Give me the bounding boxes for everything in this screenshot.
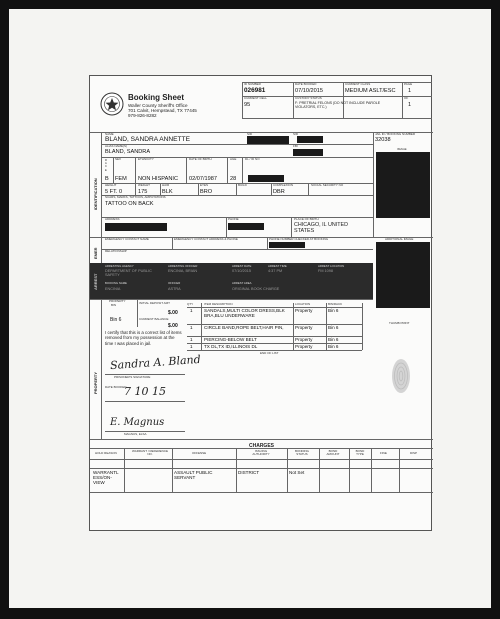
height-label: HEIGHT <box>105 183 117 187</box>
charge-hold-reason: WARRANTL ESS/ON-VIEW <box>93 470 119 485</box>
item-bin: Bin 6 <box>328 337 339 342</box>
charges-title: CHARGES <box>248 443 274 449</box>
booking-name-label: BOOKING NAME <box>105 281 127 285</box>
item-bin: Bin 6 <box>328 308 339 313</box>
sid2-label: SID <box>293 132 299 136</box>
redacted-additional-image <box>376 242 430 308</box>
current-cell-label: CURRENT CELL <box>244 96 267 100</box>
sex: FEM <box>115 176 127 182</box>
page-number: 1 <box>408 88 412 94</box>
jail-id-label: JAIL ID / BOOKING NUMBER <box>375 132 416 136</box>
current-cell: 95 <box>244 102 251 108</box>
pob-label: PLACE OF BIRTH <box>294 217 319 221</box>
eyes: BRO <box>200 189 213 195</box>
arrest-area-label: ARREST AREA <box>232 281 252 285</box>
weight: 175 <box>138 189 148 195</box>
scars: TATTOO ON BACK <box>105 201 154 207</box>
arrest-date-label: ARREST DATE <box>232 264 252 268</box>
emergency-section-label: EMER <box>93 247 98 259</box>
race-label: R A C E <box>105 159 107 172</box>
disp-header: DISP <box>410 451 418 455</box>
property-section-label: PROPERTY <box>93 371 98 394</box>
certification-text: I certify that this is a correct list of items removed from my possession at the time I was placed in jail. <box>105 330 182 346</box>
arresting-agency-label: ARRESTING AGENCY <box>105 264 134 268</box>
paper-sheet <box>9 9 491 608</box>
dl-label: DL / ID NO <box>245 157 260 161</box>
sex-label: SEX <box>115 157 122 161</box>
scars-label: SCARS, MARKS, TATTOOS, AMPUTATIONS <box>105 195 166 199</box>
dob-label: DATE OF BIRTH <box>189 157 212 161</box>
prisoner-signature: Sandra A. Bland <box>109 352 202 373</box>
charge-offense: ASSAULT PUBLIC SERVANT <box>174 470 213 480</box>
prisoner-signature-label: PRISONER'S SIGNATURE <box>114 375 151 379</box>
officer-label: OFFICER <box>168 281 181 285</box>
balance-label: CURRENT BALANCE <box>139 317 169 321</box>
item-location: Property <box>295 337 313 342</box>
item-bin: Bin 6 <box>328 344 339 349</box>
bond-type-header: BOND TYPE <box>355 449 365 456</box>
bonding-status-header: BONDING STATUS <box>294 449 309 456</box>
arrest-section-label: ARREST <box>93 273 98 290</box>
item-qty: 1 <box>190 337 193 342</box>
dob: 02/07/1987 <box>189 176 217 182</box>
bin-label: BIN <box>111 303 117 307</box>
build-label: BUILD <box>238 183 247 187</box>
deposit-label: INITIAL DEPOSIT AMT <box>139 301 171 305</box>
item-description: SANDALS,MULTI COLOR DRESS,BLK BRA,BLU UNDERWARE <box>204 308 285 318</box>
phone-label: PHONE <box>228 217 239 221</box>
arresting-officer-label: ARRESTING OFFICER <box>168 264 198 268</box>
arresting-agency: DEPARTMENT OF PUBLIC SAFETY <box>105 269 152 277</box>
page-label: PAGE <box>404 82 413 86</box>
redaction <box>247 136 289 144</box>
thumb-print-label: THUMB PRINT <box>389 321 410 325</box>
item-description: CIRCLE BAND,ROPE BELT,HAIR PIN, <box>204 325 284 330</box>
current-class: MEDIUM ASLT/ESC <box>345 88 396 94</box>
redaction <box>269 242 305 248</box>
bin-header: BIN/RACK <box>328 302 343 306</box>
office-phone: 979-826-8282 <box>128 113 157 118</box>
item-location: Property <box>295 344 313 349</box>
officer-name: MAGNUS, ELSA <box>124 432 147 436</box>
issuing-authority-header: ISSUING AUTHORITY <box>252 449 270 456</box>
balance: $.00 <box>168 323 178 329</box>
phone-checked-label: PHONE NUMBER CHECKED AT BOOKING <box>269 237 329 241</box>
item-location: Property <box>295 325 313 330</box>
item-qty: 1 <box>190 308 193 313</box>
item-description: PIERCING-BELOW BELT <box>204 337 257 342</box>
desc-header: ITEM DESCRIPTION <box>204 302 233 306</box>
offense-header: OFFENSE <box>192 451 207 455</box>
item-location: Property <box>295 308 313 313</box>
address-label: ADDRESS <box>105 217 120 221</box>
arrest-location: FM 1098 <box>318 269 333 273</box>
race: B <box>105 176 109 182</box>
weight-label: WEIGHT <box>138 183 150 187</box>
officer: ASTRA <box>168 287 181 291</box>
bin: Bin 6 <box>110 317 122 323</box>
complexion: DBR <box>273 189 285 195</box>
qty-header: QTY <box>187 302 194 306</box>
charge-bonding-status: Not Set <box>289 470 305 475</box>
ssn-label: SOCIAL SECURITY NO <box>311 183 344 187</box>
page-of: 1 <box>408 102 412 108</box>
property-label: PROPERTY <box>109 299 126 303</box>
date-booked-hand-label: DATE BOOKED <box>105 385 127 389</box>
location-header: LOCATION <box>295 302 311 306</box>
aka-label: ALIAS NAME(S) <box>105 144 128 148</box>
age: 28 <box>230 176 237 182</box>
of-label: OF <box>404 96 409 100</box>
item-bin: Bin 6 <box>328 325 339 330</box>
item-description: TX DL,TX ID,ILLINOIS DL <box>204 344 258 349</box>
hold-reason-header: HOLD REASON <box>95 451 117 455</box>
redaction <box>105 223 167 231</box>
end-of-list: END OF LIST <box>260 351 279 355</box>
handwritten-date: 7 10 15 <box>124 385 166 398</box>
inmate-name: BLAND, SANDRA ANNETTE <box>105 136 191 143</box>
booking-form <box>89 75 432 531</box>
hair-label: HAIR <box>162 183 170 187</box>
custody-status-label: CUSTODY STATUS <box>295 96 322 100</box>
aka: BLAND, SANDRA <box>105 149 151 155</box>
current-class-label: CURRENT CLASS <box>345 82 371 86</box>
arrest-location-label: ARREST LOCATION <box>318 264 345 268</box>
additional-image-label: ADDITIONAL IMAGE <box>385 237 414 241</box>
redaction <box>248 175 284 182</box>
date-booked: 07/10/2015 <box>295 88 323 94</box>
emergency-address-label: EMERGENCY CONTACT ADDRESS & PHONE <box>174 237 238 241</box>
officer-signature: E. Magnus <box>110 417 165 428</box>
booking-name: ENCINIA <box>105 287 121 291</box>
height: 5 FT. 0 <box>105 189 123 195</box>
jail-id: 32038 <box>375 137 391 143</box>
original-book-charge: ORIGINAL BOOK CHARGE <box>232 287 280 291</box>
eyes-label: EYES <box>200 183 209 187</box>
id-number-label: ID NUMBER <box>244 82 261 86</box>
redaction <box>228 223 264 230</box>
id-number: 026981 <box>244 87 266 94</box>
image-label: IMAGE <box>397 147 407 151</box>
redacted-image <box>376 152 430 218</box>
item-qty: 1 <box>190 344 193 349</box>
place-of-birth: CHICAGO, IL UNITED STATES <box>294 222 349 234</box>
ethnicity: NON HISPANIC <box>138 176 178 182</box>
redaction <box>293 149 323 156</box>
sid-label: SID <box>247 132 253 136</box>
age-label: AGE <box>230 157 237 161</box>
sheriff-seal-icon <box>100 92 124 116</box>
fine-header: FINE <box>380 451 387 455</box>
property-sidebar <box>90 299 102 439</box>
redaction <box>297 136 323 143</box>
bond-amount-header: BOND AMOUNT <box>326 449 340 456</box>
ethnicity-label: ETHNICITY <box>138 157 154 161</box>
deposit: $.00 <box>168 310 178 316</box>
arresting-officer: ENCINIA, BRIAN <box>168 269 198 273</box>
date-booked-label: DATE BOOKED <box>295 82 317 86</box>
complexion-label: COMPLEXION <box>273 183 294 187</box>
arrest-time-label: ARREST TIME <box>268 264 287 268</box>
office-name: Waller County Sheriff's Office <box>128 103 188 108</box>
thumbprint-icon <box>390 356 412 396</box>
arrest-date: 07/10/2015 <box>232 269 252 273</box>
relationship-label: RELATIONSHIP <box>105 249 127 253</box>
item-qty: 1 <box>190 325 193 330</box>
custody-status: F: PRETRIAL FELONS (DO NOT INCLUDE PAROLE VIOLATORS, ETC.) <box>295 101 381 110</box>
charge-authority: DISTRICT <box>238 470 260 475</box>
name-label: NAME <box>105 132 114 136</box>
page-title: Booking Sheet <box>128 93 185 102</box>
identification-section-label: IDENTIFICATION <box>93 178 98 210</box>
office-address: 701 Calvit, Hempstead, TX 77445 <box>128 108 197 113</box>
emergency-contact-label: EMERGENCY CONTACT NAME <box>105 237 149 241</box>
emergency-sidebar <box>90 237 102 266</box>
warrant-header: WARRANT / REFERENCE NO. <box>131 449 168 456</box>
fbi-label: FBI <box>293 144 298 148</box>
arrest-time: 4:37 PM <box>268 269 283 273</box>
hair: BLK <box>162 189 173 195</box>
identification-sidebar <box>90 132 102 237</box>
